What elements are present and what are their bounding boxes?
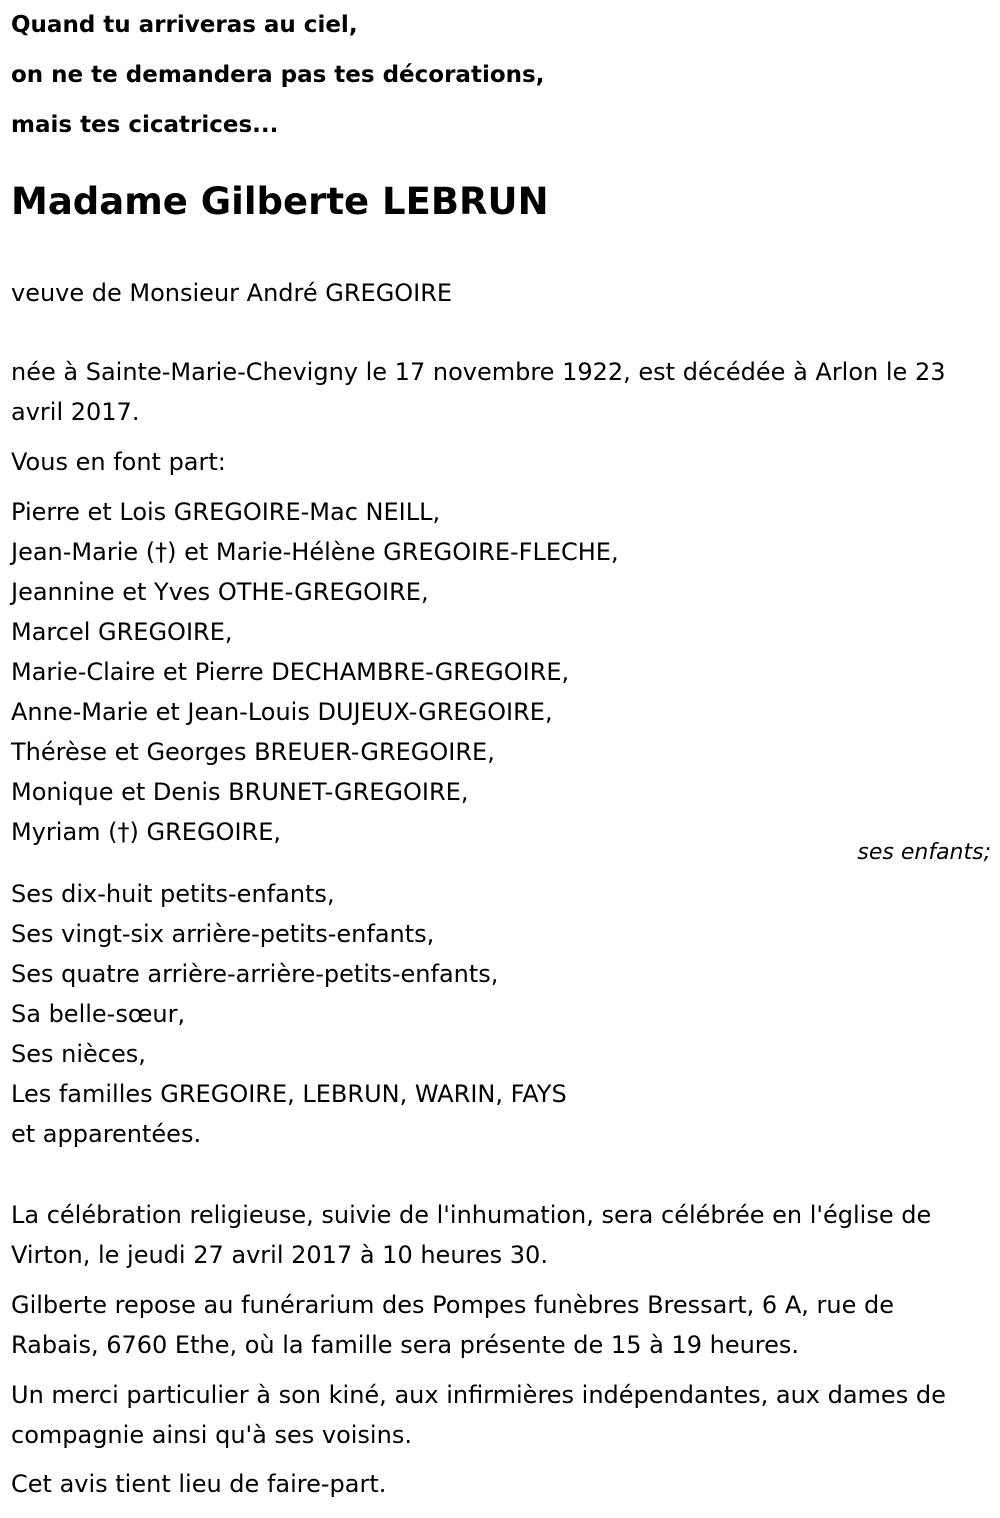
child-line: Monique et Denis BRUNET-GREGOIRE,: [11, 778, 469, 806]
child-line: Jean-Marie (†) et Marie-Hélène GREGOIRE-FLECHE,: [11, 538, 619, 566]
rest-paragraph: Gilberte repose au funérarium des Pompes funèbres Bressart, 6 A, rue de Rabais, 6760 Ethe, où la famille sera présente de 15 à 19 heures.: [11, 1291, 894, 1359]
family-line: et apparentées.: [11, 1120, 202, 1148]
birth-death-paragraph: née à Sainte-Marie-Chevigny le 17 novembre 1922, est décédée à Arlon le 23 avril 2017.: [11, 358, 946, 426]
ceremony-paragraph: La célébration religieuse, suivie de l'inhumation, sera célébrée en l'église de Virton, le jeudi 27 avril 2017 à 10 heures 30.: [11, 1201, 932, 1269]
quote-line-1: Quand tu arriveras au ciel,: [11, 12, 358, 38]
child-line: Marcel GREGOIRE,: [11, 618, 233, 646]
quote-line-3: mais tes cicatrices...: [11, 112, 279, 138]
thanks-paragraph: Un merci particulier à son kiné, aux infirmières indépendantes, aux dames de compagnie ainsi qu'à ses voisins.: [11, 1381, 946, 1449]
closing-line: Cet avis tient lieu de faire-part.: [11, 1470, 387, 1498]
family-line: Ses quatre arrière-arrière-petits-enfants,: [11, 960, 499, 988]
child-line: Myriam (†) GREGOIRE,: [11, 818, 281, 846]
child-line: Jeannine et Yves OTHE-GREGOIRE,: [11, 578, 429, 606]
family-line: Les familles GREGOIRE, LEBRUN, WARIN, FAYS: [11, 1080, 567, 1108]
family-line: Ses vingt-six arrière-petits-enfants,: [11, 920, 435, 948]
children-label: ses enfants;: [857, 840, 991, 865]
quote-line-2: on ne te demandera pas tes décorations,: [11, 62, 545, 88]
family-line: Ses dix-huit petits-enfants,: [11, 880, 335, 908]
child-line: Pierre et Lois GREGOIRE-Mac NEILL,: [11, 498, 441, 526]
family-line: Ses nièces,: [11, 1040, 146, 1068]
announce-line: Vous en font part:: [11, 448, 226, 476]
child-line: Thérèse et Georges BREUER-GREGOIRE,: [11, 738, 495, 766]
page-title: Madame Gilberte LEBRUN: [11, 180, 549, 223]
family-line: Sa belle-sœur,: [11, 1000, 186, 1028]
child-line: Marie-Claire et Pierre DECHAMBRE-GREGOIRE,: [11, 658, 570, 686]
widow-line: veuve de Monsieur André GREGOIRE: [11, 279, 453, 307]
child-line: Anne-Marie et Jean-Louis DUJEUX-GREGOIRE,: [11, 698, 553, 726]
